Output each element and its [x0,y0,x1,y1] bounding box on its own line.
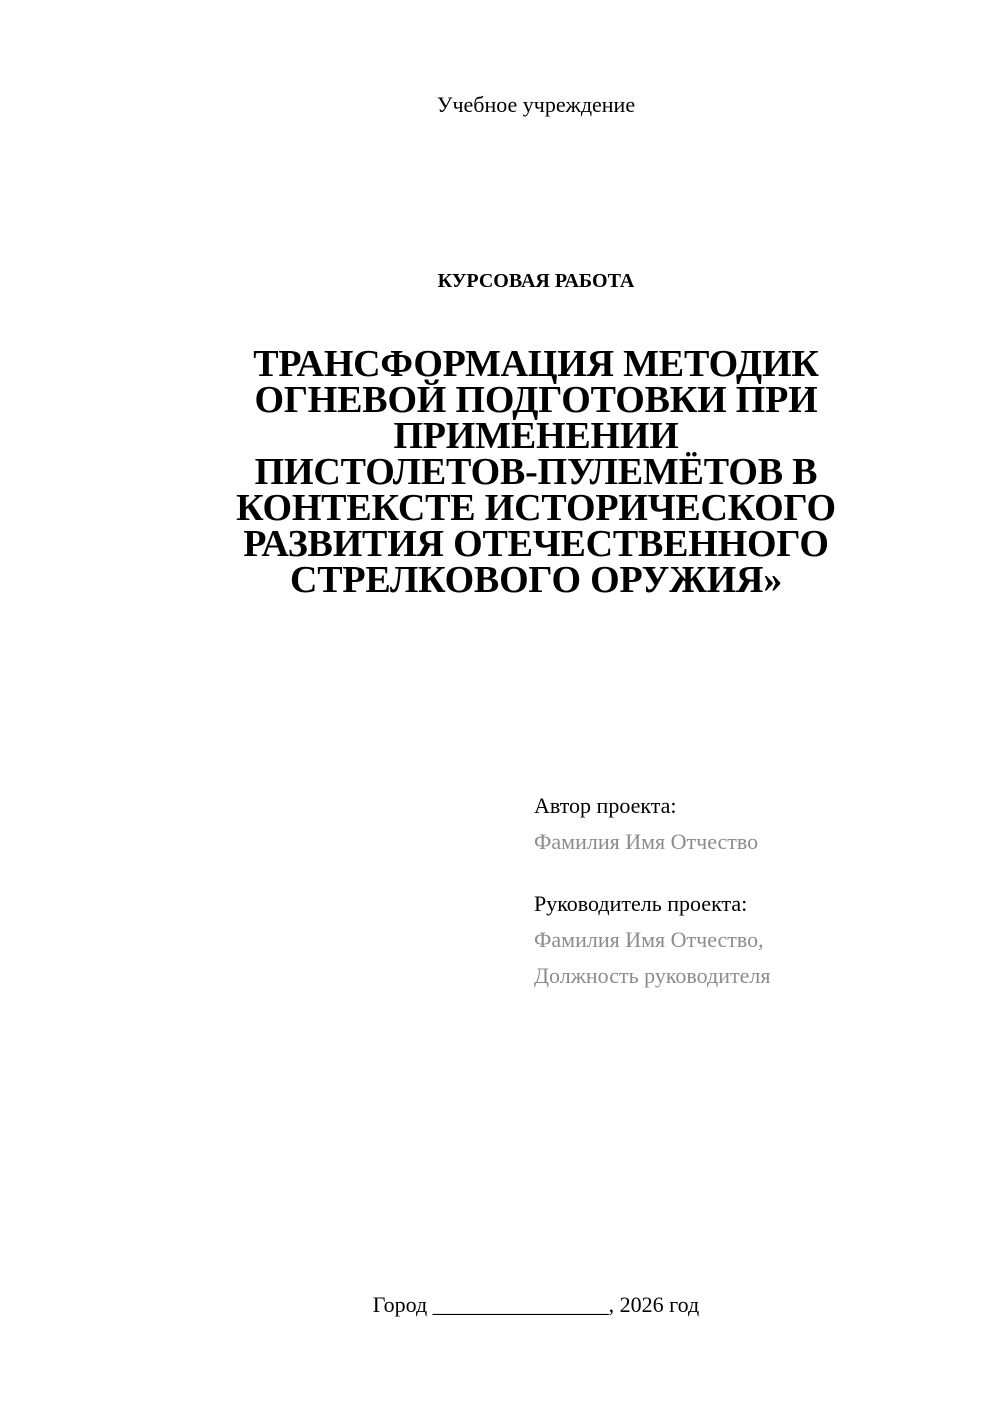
credits-block [534,788,974,994]
city-year-line: Город ________________, 2026 год [372,1292,700,1317]
institution-name: Учебное учреждение [436,92,636,117]
document-title: ТРАНСФОРМАЦИЯ МЕТОДИК ОГНЕВОЙ ПОДГОТОВКИ ПРИ ПРИМЕНЕНИИ ПИСТОЛЕТОВ-ПУЛЕМЁТОВ В КОНТЕКСТЕ ИСТОРИЧЕСКОГО РАЗВИТИЯ ОТЕЧЕСТВЕННОГО СТРЕЛКОВОГО ОРУЖИЯ» [236,343,836,601]
author-name: Фамилия Имя Отчество [534,829,759,854]
spacer [534,860,974,886]
author-label: Автор проекта: [534,793,677,818]
supervisor-label: Руководитель проекта: [534,891,748,916]
supervisor-name: Фамилия Имя Отчество, [534,927,764,952]
work-type-heading: КУРСОВАЯ РАБОТА [437,270,635,292]
supervisor-position: Должность руководителя [534,963,771,988]
